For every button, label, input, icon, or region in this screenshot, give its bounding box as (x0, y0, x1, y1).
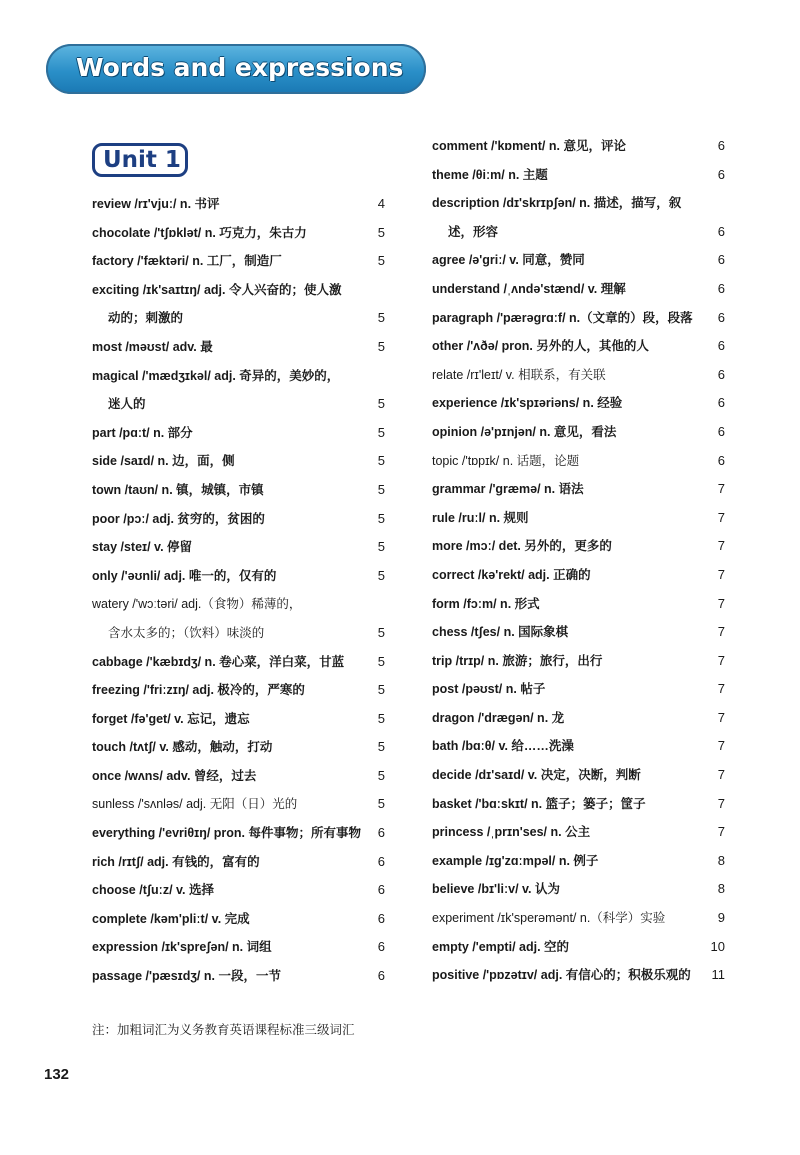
vocab-page: 6 (377, 853, 385, 869)
left-column (92, 190, 387, 991)
vocab-page: 7 (717, 509, 725, 525)
vocab-entry (92, 733, 387, 762)
vocab-text: empty /'empti/ adj. 空的 (432, 939, 570, 954)
vocab-text: 动的；刺激的 (108, 311, 184, 326)
vocab-entry (92, 362, 387, 391)
vocab-entry (432, 590, 727, 619)
vocab-entry (432, 361, 727, 390)
vocab-page: 5 (377, 682, 385, 698)
vocab-text: chess /tʃes/ n. 国际象棋 (432, 625, 569, 640)
vocab-entry (432, 761, 727, 790)
vocab-entry (432, 447, 727, 476)
vocab-text: princess /ˌprɪn'ses/ n. 公主 (432, 825, 591, 840)
vocab-text: decide /dɪ'saɪd/ v. 决定，决断，判断 (432, 768, 641, 783)
vocab-text: post /pəʊst/ n. 帖子 (432, 682, 546, 697)
vocab-text: topic /'tɒpɪk/ n. 话题，论题 (432, 453, 580, 468)
vocab-page: 7 (717, 652, 725, 668)
vocab-page: 6 (377, 968, 385, 984)
vocab-text: form /fɔːm/ n. 形式 (432, 596, 540, 611)
vocab-entry (432, 389, 727, 418)
vocab-page: 6 (377, 939, 385, 955)
vocab-page: 5 (377, 739, 385, 755)
vocab-page: 6 (717, 366, 725, 382)
vocab-text: watery /'wɔːtəri/ adj.（食物）稀薄的， (92, 597, 302, 612)
vocab-entry (92, 276, 387, 305)
vocab-text: other /'ʌðə/ pron. 另外的人，其他的人 (432, 339, 649, 354)
vocab-text: cabbage /'kæbɪdʒ/ n. 卷心菜，洋白菜，甘蓝 (92, 654, 345, 669)
vocab-entry (432, 933, 727, 962)
right-column (432, 132, 727, 990)
vocab-entry (92, 447, 387, 476)
page-title: Words and expressions (76, 53, 404, 82)
vocab-entry (92, 962, 387, 991)
vocab-entry (432, 904, 727, 933)
vocab-text: factory /'fæktəri/ n. 工厂，制造厂 (92, 254, 282, 269)
vocab-page: 6 (717, 138, 725, 153)
vocab-entry (92, 476, 387, 505)
vocab-text: stay /steɪ/ v. 停留 (92, 540, 193, 555)
vocab-text: paragraph /'pærəgrɑːf/ n.（文章的）段，段落 (432, 310, 693, 325)
vocab-entry (92, 790, 387, 819)
vocab-text: review /rɪ'vjuː/ n. 书评 (92, 197, 220, 211)
vocab-text: town /taʊn/ n. 镇，城镇，市镇 (92, 482, 264, 497)
vocab-entry (92, 190, 387, 219)
vocab-text: part /pɑːt/ n. 部分 (92, 425, 193, 440)
vocab-page: 7 (717, 566, 725, 582)
vocab-entry (432, 847, 727, 876)
vocab-entry (92, 876, 387, 905)
vocab-entry (432, 304, 727, 333)
vocab-page: 7 (717, 767, 725, 783)
vocab-entry (432, 818, 727, 847)
vocab-page: 7 (717, 738, 725, 754)
vocab-text: opinion /ə'pɪnjən/ n. 意见，看法 (432, 424, 617, 439)
unit-badge (92, 143, 188, 177)
vocab-page: 9 (717, 910, 725, 926)
vocab-page: 11 (711, 967, 725, 983)
vocab-page: 6 (717, 252, 725, 268)
vocab-text: grammar /'græmə/ n. 语法 (432, 482, 584, 497)
vocab-page: 8 (717, 852, 725, 868)
title-banner (46, 44, 426, 94)
vocab-entry (432, 561, 727, 590)
vocab-entry (432, 618, 727, 647)
vocab-page: 4 (377, 196, 385, 211)
vocab-page: 5 (377, 310, 385, 326)
vocab-entry (432, 704, 727, 733)
vocab-page: 5 (377, 510, 385, 526)
vocab-entry (432, 875, 727, 904)
vocab-entry (92, 505, 387, 534)
vocab-entry (92, 762, 387, 791)
footnote: 注：加粗词汇为义务教育英语课程标准三级词汇 (92, 1023, 355, 1037)
vocab-text: example /ɪg'zɑːmpəl/ n. 例子 (432, 853, 599, 868)
vocab-text: expression /ɪk'spreʃən/ n. 词组 (92, 940, 272, 955)
vocab-page: 7 (717, 824, 725, 840)
vocab-text: bath /bɑːθ/ v. 给……洗澡 (432, 739, 574, 754)
vocab-entry (92, 648, 387, 677)
vocab-page: 5 (377, 453, 385, 469)
vocab-text: trip /trɪp/ n. 旅游；旅行，出行 (432, 653, 603, 668)
vocab-text: magical /'mædʒɪkəl/ adj. 奇异的，美妙的， (92, 368, 340, 383)
vocab-entry (432, 675, 727, 704)
vocab-page: 5 (377, 767, 385, 783)
vocab-text: theme /θiːm/ n. 主题 (432, 167, 548, 182)
vocab-entry (92, 933, 387, 962)
vocab-text: comment /'kɒment/ n. 意见，评论 (432, 139, 626, 153)
vocab-page: 7 (717, 624, 725, 640)
vocab-page: 5 (377, 253, 385, 269)
vocab-entry (432, 246, 727, 275)
vocab-entry (432, 647, 727, 676)
vocab-page: 6 (377, 910, 385, 926)
vocab-text: 含水太多的；（饮料）味淡的 (108, 625, 265, 640)
vocab-entry (92, 333, 387, 362)
vocab-page: 5 (377, 653, 385, 669)
vocab-text: complete /kəm'pliːt/ v. 完成 (92, 911, 250, 926)
vocab-text: once /wʌns/ adv. 曾经，过去 (92, 768, 257, 783)
vocab-page: 6 (717, 223, 725, 239)
vocab-text: agree /ə'griː/ v. 同意，赞同 (432, 253, 585, 268)
vocab-page: 5 (377, 567, 385, 583)
vocab-entry (92, 304, 387, 333)
vocab-text: exciting /ɪk'saɪtɪŋ/ adj. 令人兴奋的；使人激 (92, 282, 342, 297)
vocab-text: chocolate /'tʃɒklət/ n. 巧克力，朱古力 (92, 225, 307, 240)
vocab-page: 6 (377, 882, 385, 898)
vocab-entry (92, 676, 387, 705)
vocab-entry (92, 619, 387, 648)
vocab-entry (92, 848, 387, 877)
vocab-text: dragon /'drægən/ n. 龙 (432, 710, 565, 725)
vocab-page: 7 (717, 538, 725, 554)
vocab-entry (92, 705, 387, 734)
vocab-page: 5 (377, 710, 385, 726)
vocab-entry (432, 504, 727, 533)
vocab-page: 6 (717, 452, 725, 468)
vocab-text: most /məʊst/ adv. 最 (92, 339, 213, 354)
vocab-text: touch /tʌtʃ/ v. 感动，触动，打动 (92, 740, 273, 755)
vocab-entry (92, 590, 387, 619)
vocab-text: poor /pɔː/ adj. 贫穷的，贫困的 (92, 511, 265, 526)
vocab-text: 迷人的 (108, 397, 146, 412)
vocab-entry (432, 132, 727, 161)
vocab-text: forget /fə'get/ v. 忘记，遗忘 (92, 711, 250, 726)
vocab-text: rich /rɪtʃ/ adj. 有钱的，富有的 (92, 854, 260, 869)
vocab-entry (92, 819, 387, 848)
vocab-page: 7 (717, 595, 725, 611)
vocab-page: 6 (717, 395, 725, 411)
vocab-text: sunless /'sʌnləs/ adj. 无阳（日）光的 (92, 797, 298, 812)
vocab-page: 5 (377, 396, 385, 412)
vocab-entry (92, 390, 387, 419)
vocab-text: passage /'pæsɪdʒ/ n. 一段，一节 (92, 969, 281, 984)
vocab-page: 7 (717, 681, 725, 697)
vocab-entry (432, 161, 727, 190)
unit-label: Unit 1 (103, 147, 181, 173)
vocab-text: basket /'bɑːskɪt/ n. 篮子；篓子；筐子 (432, 796, 646, 811)
vocab-text: everything /'evriθɪŋ/ pron. 每件事物；所有事物 (92, 826, 361, 841)
page-number: 132 (44, 1066, 70, 1083)
vocab-page: 7 (717, 795, 725, 811)
vocab-text: 述，形容 (448, 224, 499, 239)
vocab-page: 5 (377, 539, 385, 555)
vocab-text: correct /kə'rekt/ adj. 正确的 (432, 567, 591, 582)
vocab-entry (92, 419, 387, 448)
vocab-page: 6 (717, 423, 725, 439)
vocab-entry (92, 219, 387, 248)
vocab-text: believe /bɪ'liːv/ v. 认为 (432, 882, 560, 897)
vocab-page: 7 (717, 709, 725, 725)
vocab-page: 7 (717, 481, 725, 497)
vocab-text: choose /tʃuːz/ v. 选择 (92, 883, 214, 898)
vocab-entry (92, 562, 387, 591)
vocab-text: freezing /'friːzɪŋ/ adj. 极冷的，严寒的 (92, 683, 305, 698)
vocab-entry (432, 732, 727, 761)
vocab-page: 5 (377, 624, 385, 640)
vocab-entry (432, 218, 727, 247)
vocab-entry (92, 905, 387, 934)
vocab-page: 6 (717, 338, 725, 354)
vocab-entry (432, 790, 727, 819)
vocab-entry (92, 247, 387, 276)
vocab-page: 6 (377, 825, 385, 841)
vocab-entry (432, 475, 727, 504)
vocab-entry (432, 275, 727, 304)
vocab-entry (92, 533, 387, 562)
vocab-entry (432, 189, 727, 218)
vocab-page: 5 (377, 424, 385, 440)
vocab-page: 5 (377, 224, 385, 240)
vocab-page: 10 (710, 938, 725, 954)
vocab-page: 6 (717, 280, 725, 296)
vocab-text: relate /rɪ'leɪt/ v. 相联系，有关联 (432, 367, 606, 382)
vocab-text: understand /ˌʌndə'stænd/ v. 理解 (432, 281, 626, 296)
vocab-text: rule /ruːl/ n. 规则 (432, 510, 529, 525)
vocab-page: 5 (377, 796, 385, 812)
vocab-text: description /dɪ'skrɪpʃən/ n. 描述，描写，叙 (432, 196, 682, 211)
vocab-text: experiment /ɪk'sperəmənt/ n.（科学）实验 (432, 911, 666, 926)
vocab-page: 8 (717, 881, 725, 897)
vocab-text: experience /ɪk'spɪəriəns/ n. 经验 (432, 396, 623, 411)
vocab-text: positive /'pɒzətɪv/ adj. 有信心的；积极乐观的 (432, 968, 691, 983)
vocab-page: 5 (377, 481, 385, 497)
vocab-page: 5 (377, 338, 385, 354)
vocab-text: more /mɔː/ det. 另外的，更多的 (432, 539, 612, 554)
vocab-entry (432, 961, 727, 990)
vocab-page: 6 (717, 166, 725, 182)
vocab-text: only /'əʊnli/ adj. 唯一的，仅有的 (92, 568, 277, 583)
vocab-text: side /saɪd/ n. 边，面，侧 (92, 454, 235, 469)
vocab-entry (432, 532, 727, 561)
vocab-entry (432, 418, 727, 447)
vocab-page: 6 (717, 309, 725, 325)
vocab-entry (432, 332, 727, 361)
